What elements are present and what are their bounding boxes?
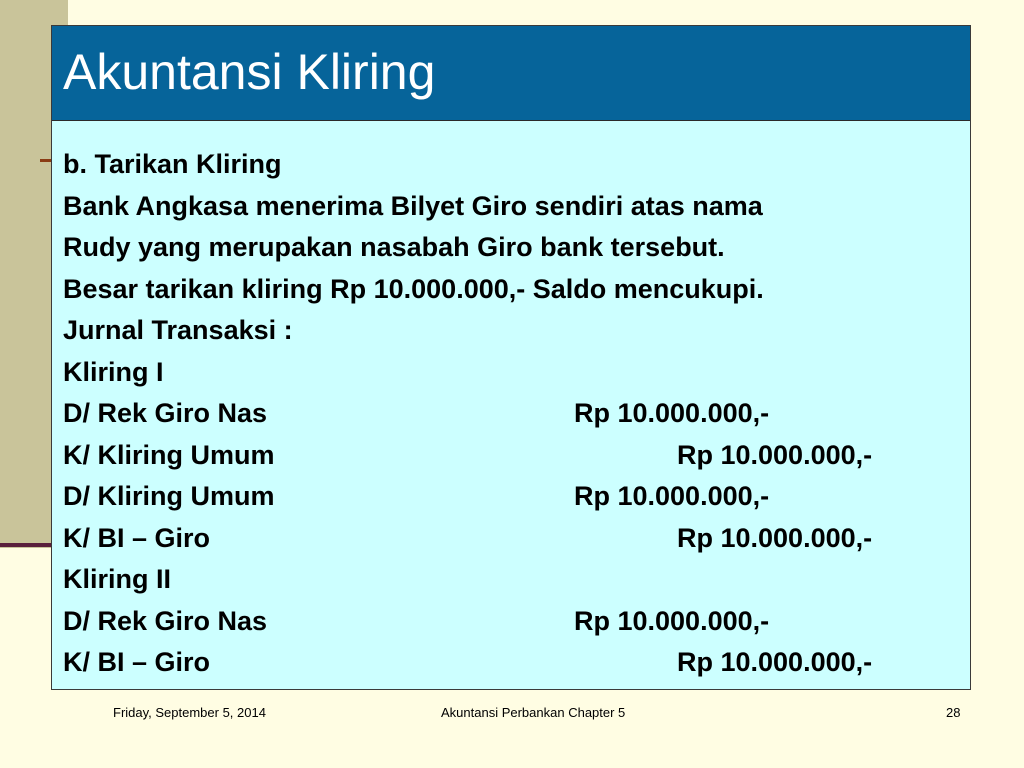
entry-amount-credit: Rp 10.000.000,- bbox=[677, 522, 873, 553]
entry-amount-debit: Rp 10.000.000,- bbox=[574, 605, 770, 636]
title-bar bbox=[52, 26, 970, 121]
journal-entry bbox=[63, 518, 963, 560]
entry-account: K/ Kliring Umum bbox=[63, 439, 275, 470]
body-line: Rudy yang merupakan nasabah Giro bank tersebut. bbox=[63, 232, 725, 262]
body-line: Bank Angkasa menerima Bilyet Giro sendiri atas nama bbox=[63, 190, 763, 221]
journal-entry bbox=[63, 476, 963, 518]
entry-account: D/ Rek Giro Nas bbox=[63, 605, 268, 636]
entry-amount-debit: Rp 10.000.000,- bbox=[574, 481, 770, 511]
slide-body bbox=[63, 144, 963, 684]
page-number: 28 bbox=[946, 705, 961, 720]
journal-entry bbox=[63, 642, 963, 684]
journal-entry bbox=[63, 393, 963, 435]
entry-account: D/ Rek Giro Nas bbox=[63, 398, 268, 428]
kliring-2-heading: Kliring II bbox=[63, 564, 171, 594]
entry-amount-credit: Rp 10.000.000,- bbox=[677, 647, 873, 677]
entry-amount-credit: Rp 10.000.000,- bbox=[677, 439, 873, 470]
entry-amount-debit: Rp 10.000.000,- bbox=[574, 398, 770, 428]
entry-account: D/ Kliring Umum bbox=[63, 481, 275, 511]
entry-account: K/ BI – Giro bbox=[63, 647, 211, 677]
section-heading: b. Tarikan Kliring bbox=[63, 149, 282, 179]
body-line: Besar tarikan kliring Rp 10.000.000,- Saldo mencukupi. bbox=[63, 273, 764, 304]
kliring-1-heading: Kliring I bbox=[63, 356, 164, 387]
entry-account: K/ BI – Giro bbox=[63, 522, 211, 553]
slide-content-box bbox=[51, 25, 971, 690]
journal-entry bbox=[63, 601, 963, 643]
footer-title: Akuntansi Perbankan Chapter 5 bbox=[441, 705, 626, 720]
journal-label: Jurnal Transaksi : bbox=[63, 315, 293, 345]
footer-date: Friday, September 5, 2014 bbox=[113, 705, 266, 720]
slide-title: Akuntansi Kliring bbox=[63, 44, 436, 100]
journal-entry bbox=[63, 435, 963, 477]
